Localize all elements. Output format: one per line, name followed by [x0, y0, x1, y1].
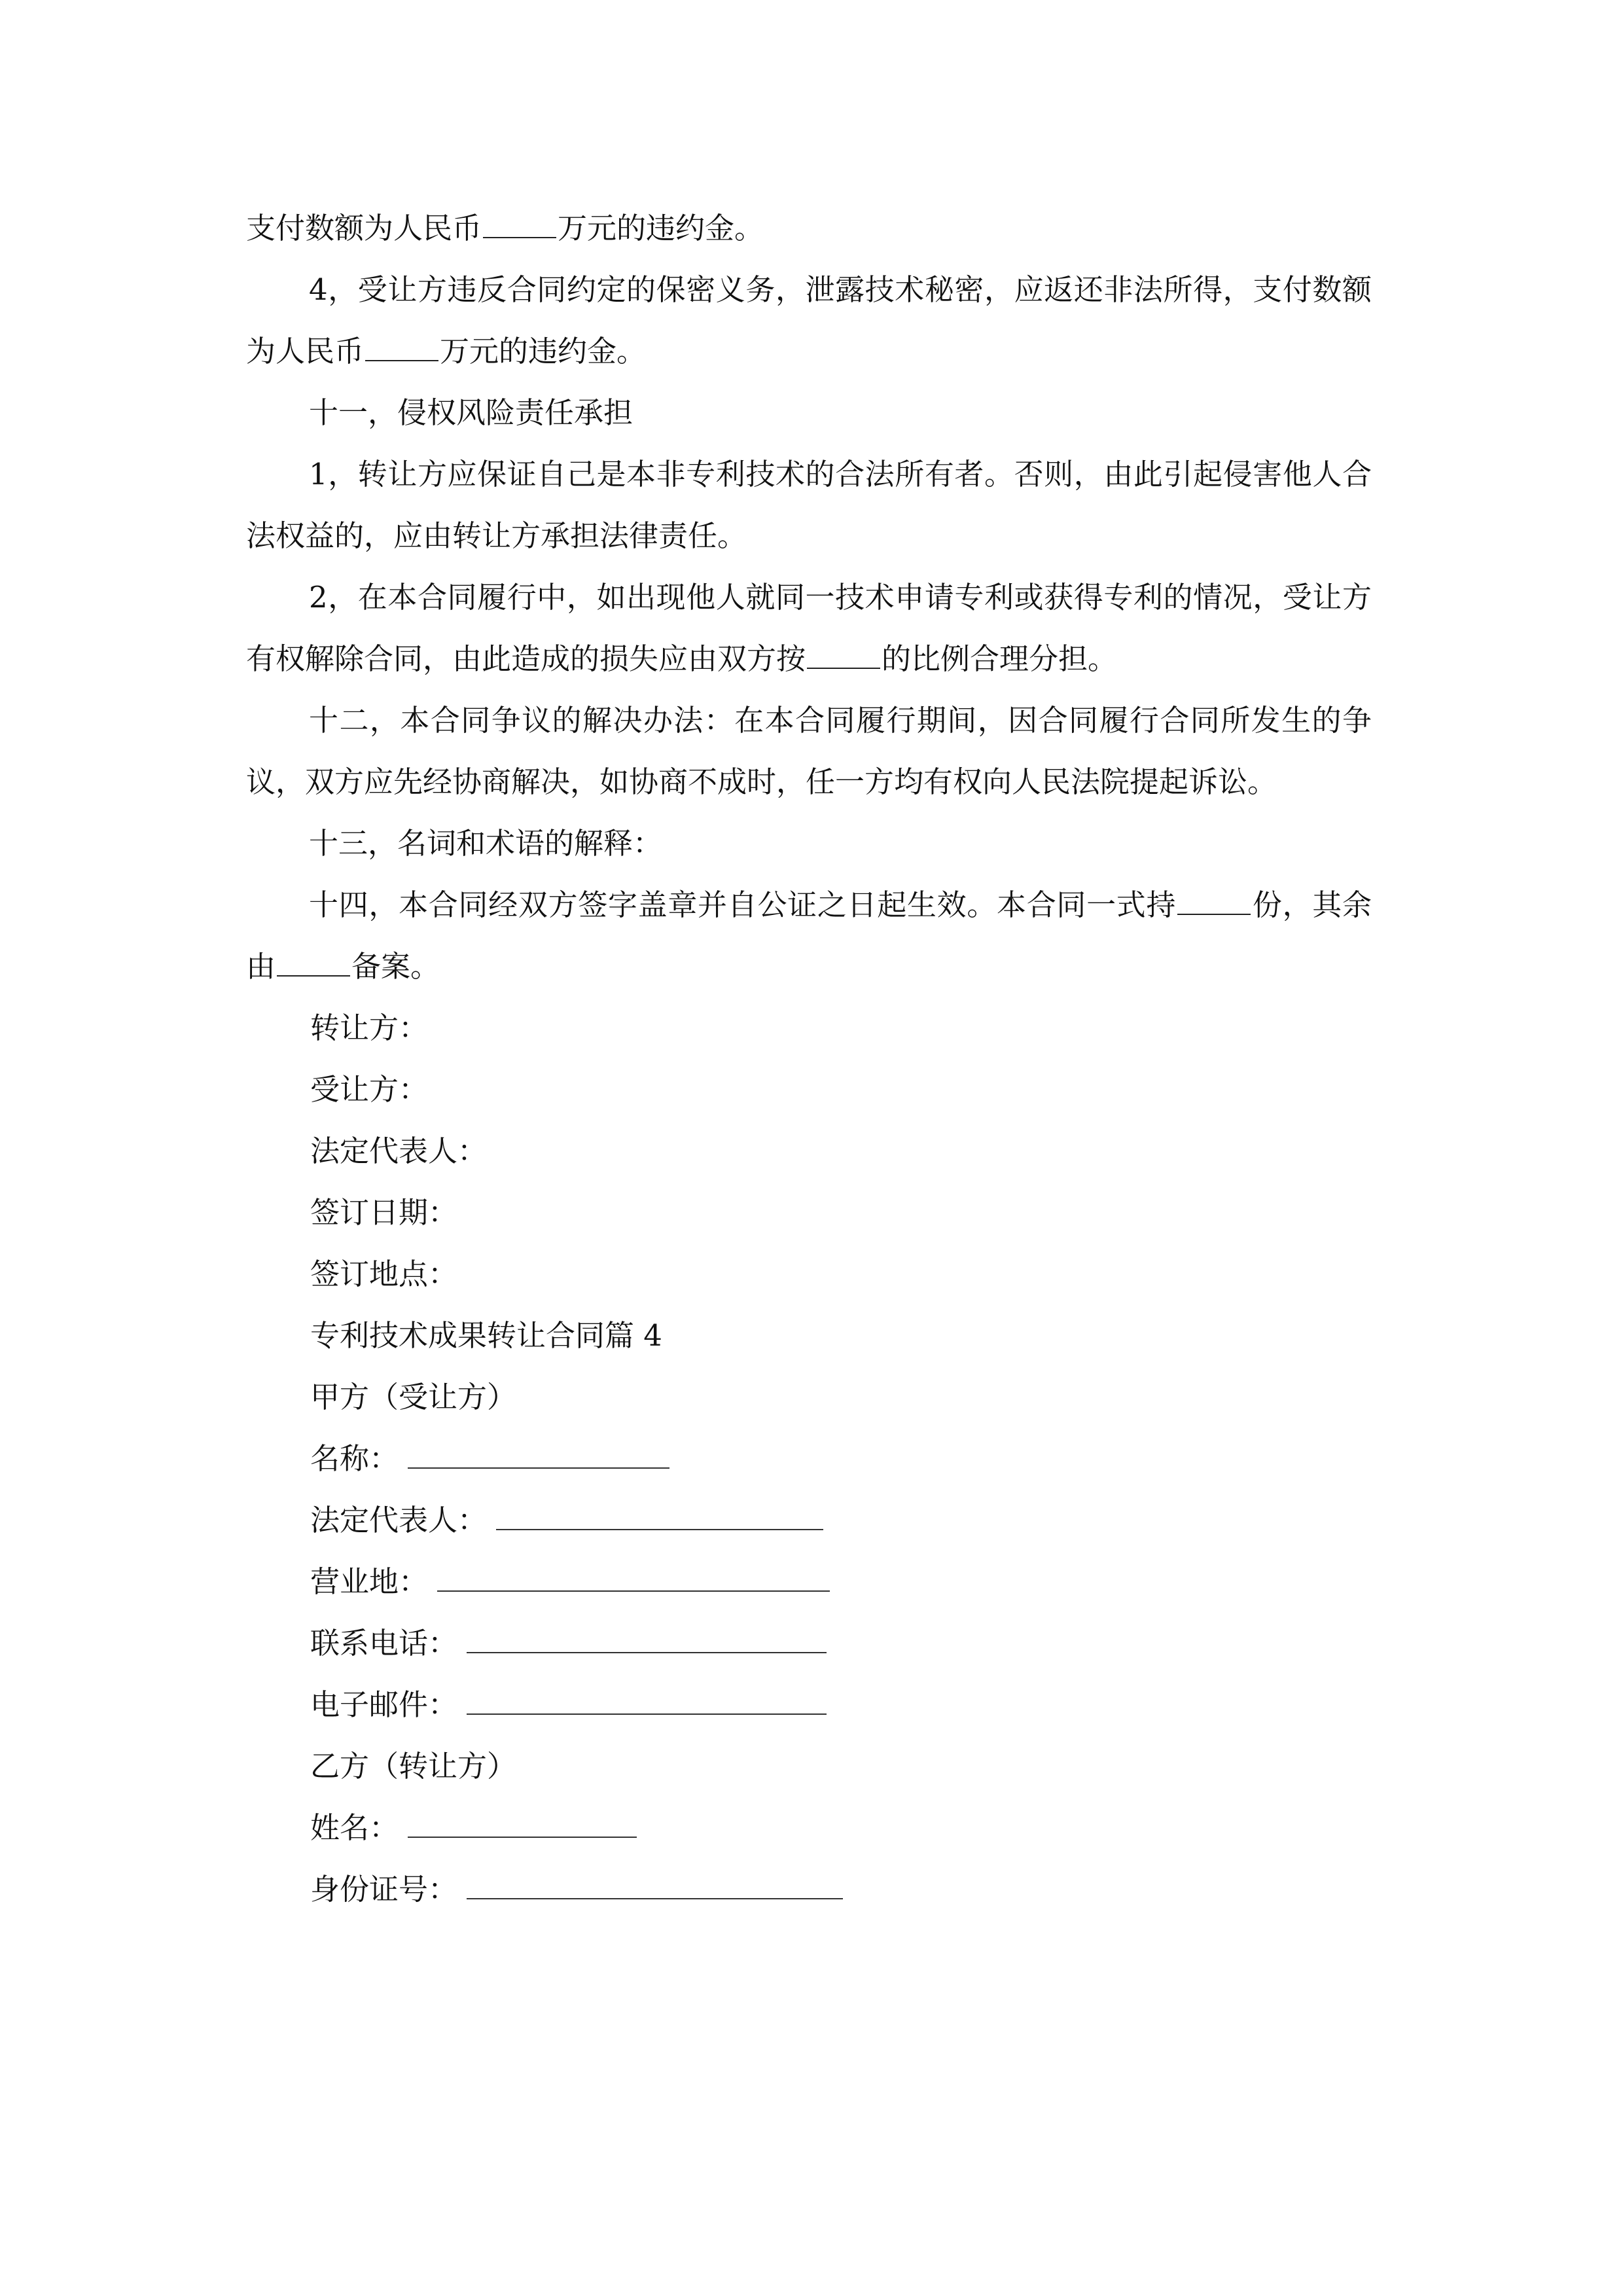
paragraph-section-14: 十四，本合同经双方签字盖章并自公证之日起生效。本合同一式持 份，其余由 备案。 [246, 874, 1372, 997]
section-heading-11: 十一，侵权风险责任承担 [309, 395, 633, 430]
party-b-heading: 乙方（转让方） [310, 1749, 517, 1784]
signature-date: 签订日期： [310, 1195, 458, 1230]
party-a-legal-rep-field: 法定代表人： [246, 1490, 1372, 1551]
signature-legal-rep: 法定代表人： [310, 1134, 488, 1168]
party-a-email-field: 电子邮件： [246, 1674, 1372, 1736]
party-b-name-field: 姓名： [246, 1797, 1372, 1859]
paragraph-clause-11-2: 2，在本合同履行中，如出现他人就同一技术申请专利或获得专利的情况，受让方有权解除合同，由此造成的损失应由双方按 的比例合理分担。 [246, 580, 1372, 676]
signature-transferor: 转让方： [310, 1011, 429, 1045]
fill-line-person-name [408, 1801, 637, 1838]
document-body [246, 198, 1372, 1920]
fill-line-business-address [437, 1555, 830, 1592]
paragraph-penalty-continued: 支付数额为人民币 万元的违约金。 [246, 198, 1372, 259]
party-a-business-address-field: 营业地： [246, 1551, 1372, 1613]
blank-filing [277, 941, 350, 977]
fill-line-name [408, 1432, 669, 1469]
party-a-phone-field: 联系电话： [246, 1613, 1372, 1674]
party-a-name-field: 名称： [246, 1428, 1372, 1490]
blank-copies [1177, 880, 1251, 915]
signature-transferee: 受让方： [310, 1072, 429, 1107]
fill-line-id-number [467, 1863, 843, 1899]
paragraph-section-13: 十三，名词和术语的解释： [309, 826, 663, 861]
blank-amount-2 [365, 326, 438, 361]
party-a-heading: 甲方（受让方） [310, 1380, 517, 1414]
paragraph-clause-11-1: 1，转让方应保证自己是本非专利技术的合法所有者。否则，由此引起侵害他人合法权益的，应由转让方承担法律责任。 [246, 457, 1372, 553]
blank-amount-1 [483, 203, 556, 238]
fill-line-legal-rep [496, 1494, 823, 1530]
contract-4-title: 专利技术成果转让合同篇 4 [310, 1318, 662, 1353]
fill-line-email [467, 1678, 827, 1715]
blank-ratio [807, 634, 880, 669]
fill-line-phone [467, 1617, 827, 1653]
paragraph-clause-4: 4，受让方违反合同约定的保密义务，泄露技术秘密，应返还非法所得，支付数额为人民币 万元的违约金。 [246, 272, 1372, 368]
party-b-id-number-field: 身份证号： [246, 1859, 1372, 1920]
paragraph-section-12: 十二，本合同争议的解决办法：在本合同履行期间，因合同履行合同所发生的争议，双方应先经协商解决，如协商不成时，任一方均有权向人民法院提起诉讼。 [246, 703, 1372, 799]
signature-place: 签订地点： [310, 1257, 458, 1291]
